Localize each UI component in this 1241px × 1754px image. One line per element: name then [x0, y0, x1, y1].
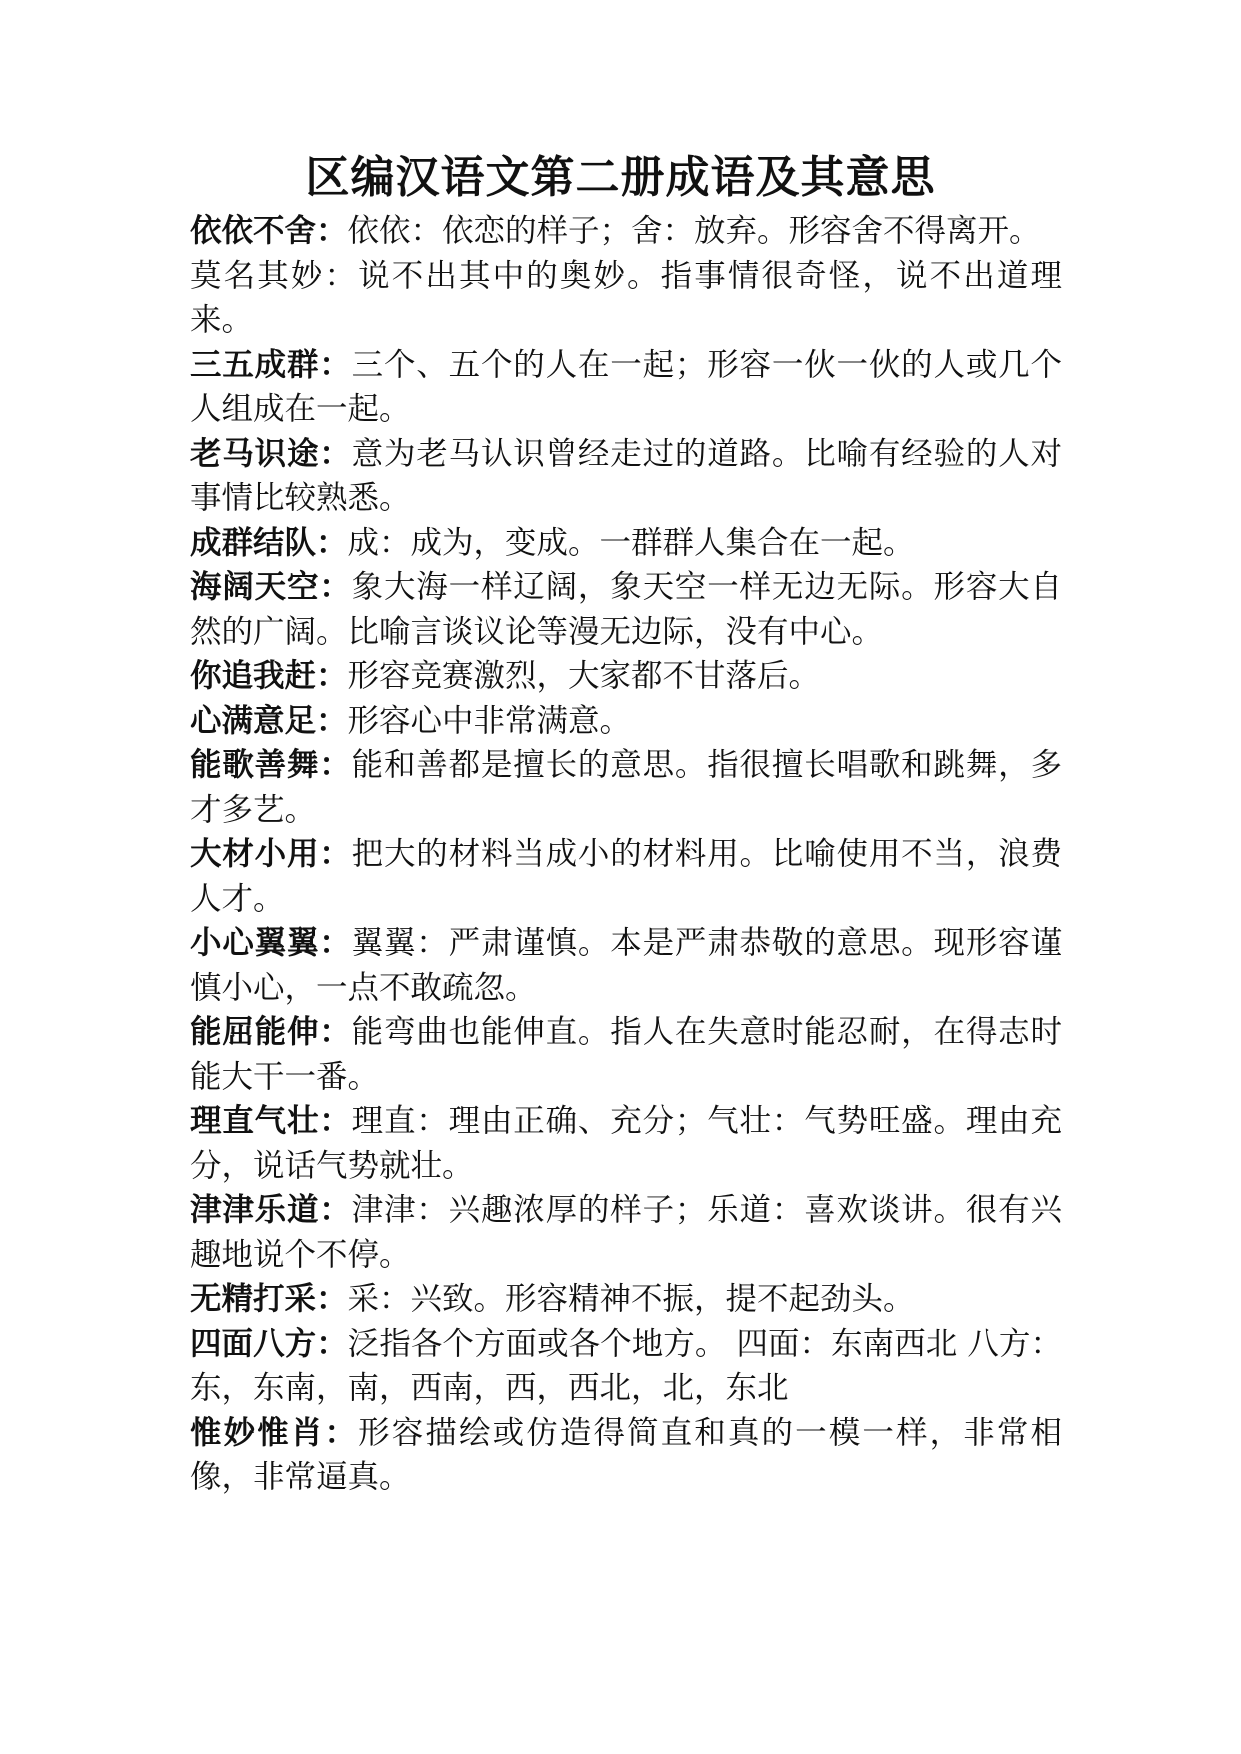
idiom-meaning: 意为老马认识曾经走过的道路。比喻有经验的人对事情比较熟悉。 [190, 435, 1062, 516]
idiom-meaning: 把大的材料当成小的材料用。比喻使用不当，浪费人才。 [190, 836, 1062, 917]
idiom-entry [190, 743, 1062, 832]
idiom-term: 理直气壮： [190, 1103, 352, 1139]
idiom-entry [190, 432, 1062, 521]
idiom-entry [190, 565, 1062, 654]
idiom-entry [190, 521, 1062, 566]
idiom-entry [190, 699, 1062, 744]
idiom-entry [190, 1099, 1062, 1188]
idiom-entry [190, 1277, 1062, 1322]
idiom-meaning: 津津：兴趣浓厚的样子；乐道：喜欢谈讲。很有兴趣地说个不停。 [190, 1192, 1062, 1273]
idiom-meaning: 形容竞赛激烈，大家都不甘落后。 [347, 658, 821, 694]
idiom-term: 惟妙惟肖： [190, 1414, 359, 1451]
idiom-meaning: 理直：理由正确、充分；气壮：气势旺盛。理由充分，说话气势就壮。 [190, 1103, 1062, 1184]
idiom-term: 能歌善舞： [190, 747, 352, 783]
idiom-meaning: 形容心中非常满意。 [347, 702, 632, 739]
idiom-term: 老马识途： [190, 435, 352, 472]
idiom-entry [190, 921, 1062, 1010]
idiom-list [190, 209, 1062, 1500]
idiom-meaning: 采：兴致。形容精神不振，提不起劲头。 [347, 1281, 915, 1317]
idiom-term: 大材小用： [190, 836, 352, 872]
idiom-meaning: 形容描绘或仿造得简直和真的一模一样，非常相像，非常逼真。 [190, 1414, 1062, 1495]
idiom-meaning: 能弯曲也能伸直。指人在失意时能忍耐，在得志时能大干一番。 [190, 1014, 1062, 1095]
idiom-entry [190, 1322, 1062, 1411]
idiom-meaning: 成：成为，变成。一群群人集合在一起。 [347, 524, 915, 561]
idiom-term: 三五成群： [190, 346, 352, 383]
idiom-term: 四面八方： [190, 1325, 348, 1362]
idiom-entry [190, 209, 1062, 254]
idiom-entry [190, 343, 1062, 432]
idiom-term: 津津乐道： [190, 1192, 352, 1228]
idiom-meaning: 翼翼：严肃谨慎。本是严肃恭敬的意思。现形容谨慎小心，一点不敢疏忽。 [190, 925, 1062, 1006]
idiom-term: 能屈能伸： [190, 1014, 352, 1050]
idiom-entry [190, 254, 1062, 343]
idiom-meaning: 三个、五个的人在一起；形容一伙一伙的人或几个人组成在一起。 [190, 346, 1062, 427]
idiom-meaning: 能和善都是擅长的意思。指很擅长唱歌和跳舞，多才多艺。 [190, 747, 1062, 828]
idiom-meaning: 泛指各个方面或各个地方。 四面：东南西北 八方：东，东南，南，西南，西，西北，北，东北 [190, 1325, 1062, 1406]
idiom-meaning: 象大海一样辽阔，象天空一样无边无际。形容大自然的广阔。比喻言谈议论等漫无边际，没有中心。 [190, 569, 1062, 650]
idiom-entry [190, 1188, 1062, 1277]
idiom-term: 无精打采： [190, 1281, 348, 1317]
idiom-meaning: 说不出其中的奥妙。指事情很奇怪，说不出道理来。 [190, 257, 1062, 338]
idiom-entry [190, 832, 1062, 921]
idiom-term: 心满意足： [190, 702, 348, 739]
idiom-entry [190, 654, 1062, 699]
idiom-term: 依依不舍： [190, 213, 348, 249]
idiom-entry [190, 1411, 1062, 1500]
idiom-entry [190, 1010, 1062, 1099]
idiom-term: 小心翼翼： [190, 925, 352, 961]
page-title: 区编汉语文第二册成语及其意思 [305, 152, 936, 203]
idiom-meaning: 依依：依恋的样子；舍：放弃。形容舍不得离开。 [347, 213, 1041, 249]
idiom-term: 莫名其妙： [190, 257, 359, 294]
idiom-term: 成群结队： [190, 524, 348, 561]
idiom-term: 海阔天空： [190, 569, 352, 605]
idiom-term: 你追我赶： [190, 658, 348, 694]
